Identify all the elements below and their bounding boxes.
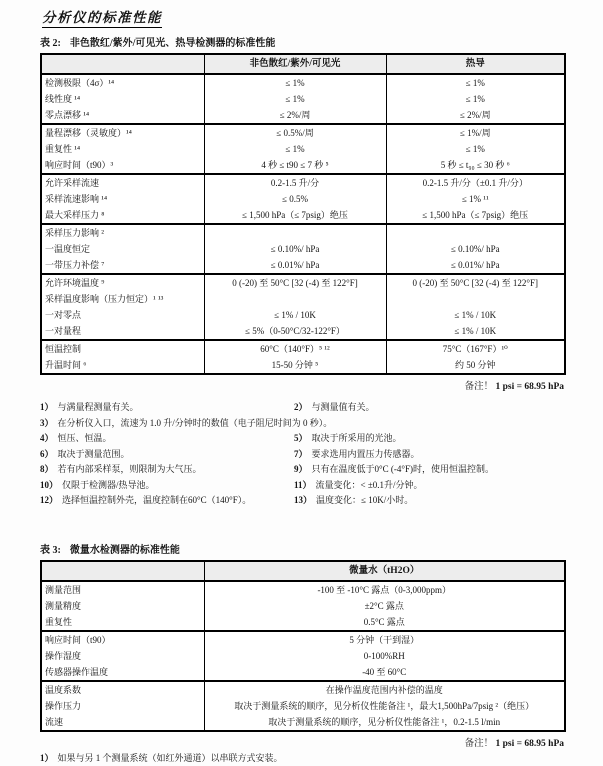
thermal-value: ≤ 0.10%/ hPa bbox=[386, 241, 565, 257]
footnote-number: 8） bbox=[40, 464, 54, 474]
table-row bbox=[41, 274, 565, 291]
footnote-text: 与测量值有关。 bbox=[311, 402, 375, 412]
footnote-text: 只有在温度低于0°C (-4°F)时，使用恒温控制。 bbox=[311, 464, 494, 474]
thermal-value: 约 50 分钟 bbox=[386, 357, 565, 374]
table-row bbox=[41, 91, 565, 107]
footnote-row bbox=[40, 478, 564, 494]
water-value: 取决于测量系统的顺序，见分析仪性能备注 ¹，最大1,500hPa/7psig ²（绝压） bbox=[204, 698, 565, 714]
table-row bbox=[41, 291, 565, 307]
thermal-value: ≤ 1% / 10K bbox=[386, 307, 565, 323]
footnote-number: 11） bbox=[294, 479, 312, 490]
table-row bbox=[41, 74, 565, 91]
table-row bbox=[41, 157, 565, 174]
row-label: 操作压力 bbox=[41, 698, 204, 714]
footnote bbox=[40, 493, 294, 509]
note-label: 备注！ bbox=[464, 382, 494, 392]
ndir-value bbox=[204, 224, 386, 241]
footnote-number: 13） bbox=[294, 495, 313, 505]
thermal-value: ≤ 2%/周 bbox=[386, 107, 565, 124]
water-value: 0-100%RH bbox=[204, 648, 565, 664]
footnote-number: 7） bbox=[294, 448, 308, 459]
thermal-value: ≤ 1% bbox=[386, 74, 565, 91]
water-value: ±2°C 露点 bbox=[204, 598, 565, 614]
row-label: 检测极限（4σ）¹⁴ bbox=[41, 74, 204, 91]
row-label: 采样温度影响（压力恒定）¹ ¹³ bbox=[41, 291, 204, 307]
footnote bbox=[294, 447, 420, 463]
ndir-value: ≤ 0.01%/ hPa bbox=[204, 257, 386, 274]
row-label: 线性度 ¹⁴ bbox=[41, 91, 204, 107]
table-row bbox=[41, 107, 565, 124]
ndir-value: ≤ 1% bbox=[204, 74, 386, 91]
row-label: 响应时间（t90）³ bbox=[41, 157, 204, 174]
table-row bbox=[41, 191, 565, 207]
thermal-value bbox=[386, 291, 565, 307]
ndir-value: ≤ 0.5% bbox=[204, 191, 386, 207]
ndir-value: ≤ 1% bbox=[204, 141, 386, 157]
table-row bbox=[41, 581, 565, 598]
footnote-number: 10） bbox=[40, 479, 59, 490]
table-row bbox=[41, 174, 565, 191]
water-value: 取决于测量系统的顺序，见分析仪性能备注 ¹，0.2-1.5 l/min bbox=[204, 714, 565, 731]
row-label: 流速 bbox=[41, 714, 204, 731]
footnote-text: 选择恒温控制外壳，温度控制在60°C（140°F）。 bbox=[62, 495, 252, 505]
footnote bbox=[294, 478, 423, 494]
footnote-text: 要求选用内置压力传感器。 bbox=[311, 448, 420, 459]
table3-caption bbox=[40, 541, 564, 556]
table-row bbox=[41, 631, 565, 648]
footnote-text: 如果与另 1 个测量系统（如红外通道）以串联方式安装。 bbox=[57, 752, 283, 763]
footnote-text: 温度变化：≤ 10K/小时。 bbox=[316, 495, 414, 505]
ndir-value: 60°C（140°F）⁵ ¹² bbox=[204, 340, 386, 357]
footnote bbox=[294, 462, 494, 478]
table3-header-empty bbox=[41, 561, 204, 581]
ndir-value bbox=[204, 291, 386, 307]
ndir-value: ≤ 1,500 hPa（≤ 7psig）绝压 bbox=[204, 207, 386, 224]
thermal-value: ≤ 1% / 10K bbox=[386, 323, 565, 340]
footnote-text: 若有内部采样泵，则限制为大气压。 bbox=[57, 464, 202, 474]
footnote-number: 6） bbox=[40, 448, 54, 459]
table-row bbox=[41, 141, 565, 157]
table3-trace-water-performance bbox=[40, 560, 566, 732]
thermal-value: 0 (-20) 至 50°C [32 (-4) 至 122°F] bbox=[386, 274, 565, 291]
table3-caption-number: 表 3: bbox=[40, 544, 61, 556]
footnote-number: 4） bbox=[40, 433, 54, 443]
footnote bbox=[40, 416, 332, 432]
thermal-value: 5 秒 ≤ t₉₀ ≤ 30 秒 ⁶ bbox=[386, 157, 565, 174]
table-row bbox=[41, 714, 565, 731]
footnote-row bbox=[40, 462, 564, 478]
row-label: 测量范围 bbox=[41, 581, 204, 598]
thermal-value: 0.2-1.5 升/分（±0.1 升/分） bbox=[386, 174, 565, 191]
footnote bbox=[40, 478, 294, 494]
footnote-text: 流量变化：< ±0.1升/分钟。 bbox=[315, 479, 423, 490]
row-label: 最大采样压力 ⁸ bbox=[41, 207, 204, 224]
footnote-number: 2） bbox=[294, 402, 308, 412]
ndir-value: ≤ 2%/周 bbox=[204, 107, 386, 124]
footnote bbox=[40, 400, 294, 416]
row-label: 允许环境温度 ⁹ bbox=[41, 274, 204, 291]
water-value: 5 分钟（干到湿） bbox=[204, 631, 565, 648]
table-row bbox=[41, 224, 565, 241]
row-label: 传感器操作温度 bbox=[41, 664, 204, 681]
ndir-value: 4 秒 ≤ t90 ≤ 7 秒 ⁵ bbox=[204, 157, 386, 174]
thermal-value: ≤ 1% bbox=[386, 91, 565, 107]
footnote-row bbox=[40, 400, 564, 416]
water-value: -100 至 -10°C 露点（0-3,000ppm） bbox=[204, 581, 565, 598]
table-row bbox=[41, 241, 565, 257]
ndir-value: 0 (-20) 至 50°C [32 (-4) 至 122°F] bbox=[204, 274, 386, 291]
footnote-text: 在分析仪入口，流速为 1.0 升/分钟时的数值（电子阻尼时间为 0 秒）。 bbox=[57, 417, 333, 428]
thermal-value: ≤ 0.01%/ hPa bbox=[386, 257, 565, 274]
footnote-row bbox=[40, 416, 564, 432]
ndir-value: 0.2-1.5 升/分 bbox=[204, 174, 386, 191]
table2-header-empty bbox=[41, 54, 204, 74]
footnote bbox=[294, 493, 413, 509]
row-label: 采样压力影响 ² bbox=[41, 224, 204, 241]
row-label: 零点漂移 ¹⁴ bbox=[41, 107, 204, 124]
footnote-text: 仅限于检测器/热导池。 bbox=[62, 479, 155, 490]
table3-footnote bbox=[40, 751, 564, 766]
footnote-number: 1） bbox=[40, 402, 54, 412]
footnote-text: 与满量程测量有关。 bbox=[57, 402, 139, 412]
note-formula: 1 psi = 68.95 hPa bbox=[495, 382, 564, 392]
table-row bbox=[41, 598, 565, 614]
ndir-value: ≤ 0.10%/ hPa bbox=[204, 241, 386, 257]
table2-caption-text: 非色散红/紫外/可见光、热导检测器的标准性能 bbox=[69, 38, 276, 49]
table2-note bbox=[40, 378, 564, 392]
table2-caption bbox=[40, 34, 564, 49]
table3-caption-text: 微量水检测器的标准性能 bbox=[69, 544, 180, 556]
ndir-value: ≤ 1% / 10K bbox=[204, 307, 386, 323]
ndir-value: ≤ 0.5%/周 bbox=[204, 124, 386, 141]
table3-header-row bbox=[41, 561, 565, 581]
row-label: 测量精度 bbox=[41, 598, 204, 614]
footnote-text: 取决于所采用的光池。 bbox=[311, 433, 402, 443]
table-row bbox=[41, 124, 565, 141]
table-row bbox=[41, 257, 565, 274]
footnote bbox=[40, 431, 294, 447]
table-row bbox=[41, 357, 565, 374]
ndir-value: ≤ 1% bbox=[204, 91, 386, 107]
row-label: 一温度恒定 bbox=[41, 241, 204, 257]
table2-caption-number: 表 2: bbox=[40, 38, 61, 49]
footnote-text: 取决于测量范围。 bbox=[57, 448, 130, 459]
table-row bbox=[41, 614, 565, 631]
table2-header-row bbox=[41, 54, 565, 74]
thermal-value: ≤ 1% ¹¹ bbox=[386, 191, 565, 207]
row-label: 一对量程 bbox=[41, 323, 204, 340]
footnote-row bbox=[40, 447, 564, 463]
table-row bbox=[41, 698, 565, 714]
footnote-number: 5） bbox=[294, 433, 308, 443]
page-title: 分析仪的标准性能 bbox=[42, 6, 162, 28]
footnote-row bbox=[40, 431, 564, 447]
table3-note bbox=[40, 735, 564, 749]
water-value: 在操作温度范围内补偿的温度 bbox=[204, 681, 565, 698]
row-label: 操作湿度 bbox=[41, 648, 204, 664]
footnote bbox=[294, 431, 402, 447]
table-row bbox=[41, 681, 565, 698]
row-label: 一对零点 bbox=[41, 307, 204, 323]
row-label: 温度系数 bbox=[41, 681, 204, 698]
thermal-value bbox=[386, 224, 565, 241]
table2-footnotes bbox=[40, 400, 564, 509]
table-row bbox=[41, 340, 565, 357]
footnote-number: 9） bbox=[294, 464, 308, 474]
thermal-value: 75°C（167°F）¹⁰ bbox=[386, 340, 565, 357]
table-row bbox=[41, 307, 565, 323]
thermal-value: ≤ 1% bbox=[386, 141, 565, 157]
footnote-number: 1） bbox=[40, 752, 54, 763]
footnote-text: 恒压、恒温。 bbox=[57, 433, 112, 443]
row-label: 重复性 ¹⁴ bbox=[41, 141, 204, 157]
footnote-row bbox=[40, 493, 564, 509]
row-label: 响应时间（t90） bbox=[41, 631, 204, 648]
note-formula: 1 psi = 68.95 hPa bbox=[495, 738, 564, 749]
footnote bbox=[40, 462, 294, 478]
table3-header-water: 微量水（tH2O） bbox=[204, 561, 565, 581]
water-value: -40 至 60°C bbox=[204, 664, 565, 681]
table-row bbox=[41, 207, 565, 224]
ndir-value: 15-50 分钟 ⁵ bbox=[204, 357, 386, 374]
note-label: 备注！ bbox=[464, 738, 494, 749]
thermal-value: ≤ 1,500 hPa（≤ 7psig）绝压 bbox=[386, 207, 565, 224]
table-row bbox=[41, 648, 565, 664]
footnote bbox=[294, 400, 375, 416]
footnote-number: 3） bbox=[40, 417, 54, 428]
footnote-number: 12） bbox=[40, 495, 59, 505]
row-label: 允许采样流速 bbox=[41, 174, 204, 191]
thermal-value: ≤ 1%/周 bbox=[386, 124, 565, 141]
table2-header-ndir: 非色散红/紫外/可见光 bbox=[204, 54, 386, 74]
table2-detector-performance bbox=[40, 53, 566, 375]
row-label: 采样流速影响 ¹⁴ bbox=[41, 191, 204, 207]
table-row bbox=[41, 323, 565, 340]
row-label: 重复性 bbox=[41, 614, 204, 631]
water-value: 0.5°C 露点 bbox=[204, 614, 565, 631]
table-row bbox=[41, 664, 565, 681]
row-label: 一带压力补偿 ⁷ bbox=[41, 257, 204, 274]
row-label: 恒温控制 bbox=[41, 340, 204, 357]
row-label: 量程漂移（灵敏度）¹⁴ bbox=[41, 124, 204, 141]
table2-header-thermal: 热导 bbox=[386, 54, 565, 74]
row-label: 升温时间 ⁶ bbox=[41, 357, 204, 374]
ndir-value: ≤ 5%（0-50°C/32-122°F） bbox=[204, 323, 386, 340]
footnote bbox=[40, 447, 294, 463]
